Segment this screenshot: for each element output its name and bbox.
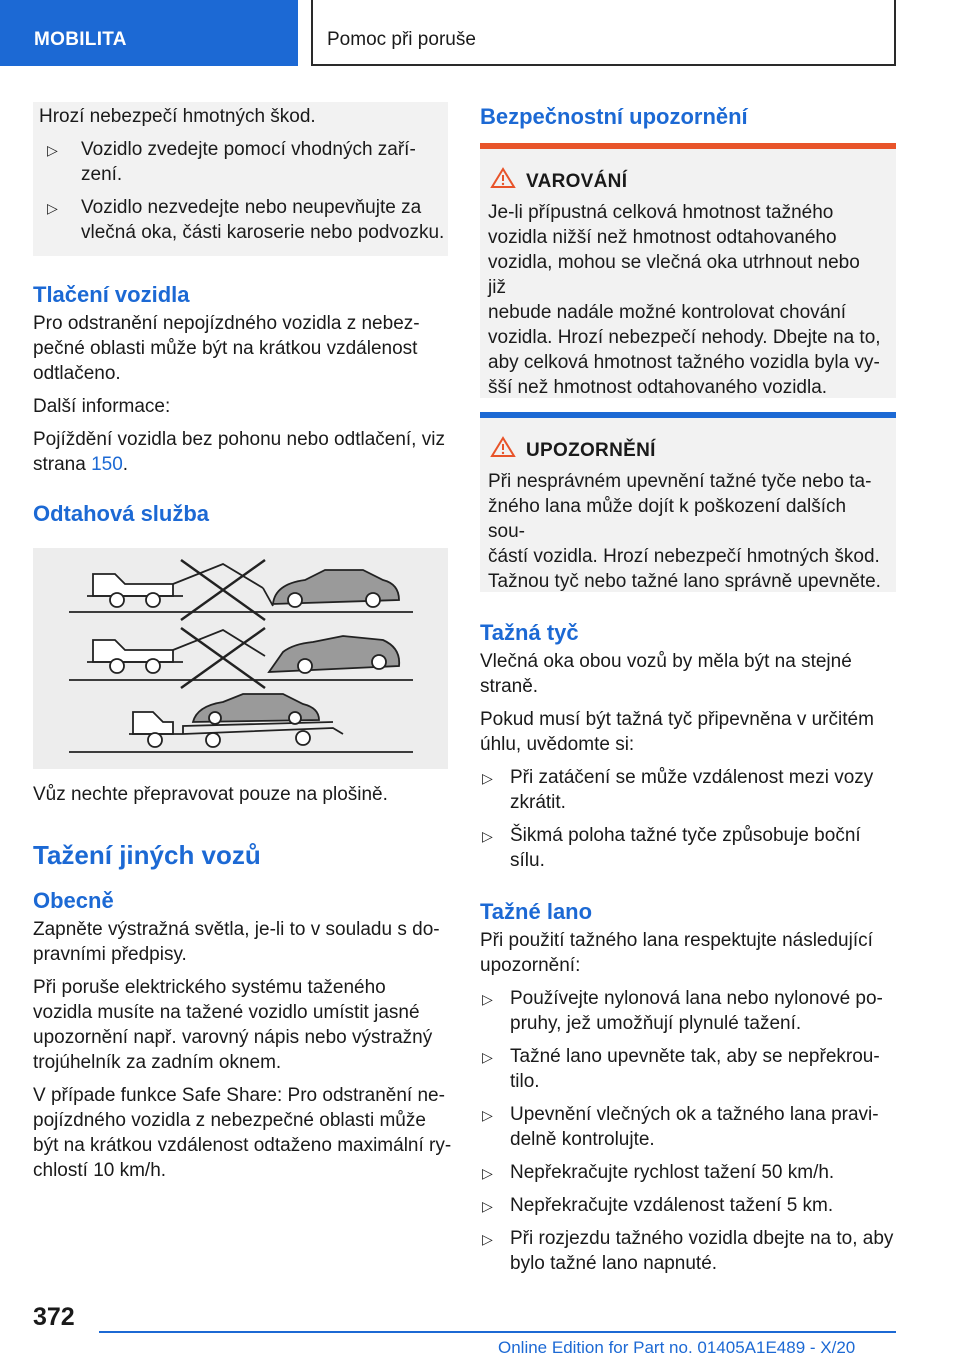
more-info-label: Další informace: <box>33 396 171 417</box>
bullet-triangle-icon: ▷ <box>482 770 493 786</box>
notice-box <box>33 102 448 256</box>
general-paragraph-3: V případe funkce Safe Share: Pro odstranění ne- pojízdného vozidla z nebezpečné oblasti může být na krátkou vzdálenost odtaženo maximální ry- chlostí 10 km/h. <box>33 1085 452 1181</box>
tow-rope-heading: Tažné lano <box>480 899 593 924</box>
warning-box: VAROVÁNÍ Je-li přípustná celková hmotnost tažného vozidla nižší než hmotnost odtahovaného vozidla, mohou se vlečná oka utrhnout nebo již nebude nadále možné kontrolovat chování vozidla. Hrozí nebezpečí nehody. Dbejte na to, aby celková hmotnost tažného vozidla byla vy- šší než hmotnost odtahovaného vozidla. <box>480 143 896 398</box>
caution-triangle-icon <box>490 436 516 458</box>
list-item: ▷ Nepřekračujte vzdálenost tažení 5 km. <box>480 1193 896 1218</box>
tow-bar-paragraph-2: Pokud musí být tažná tyč připevněna v určitém úhlu, uvědomte si: <box>480 709 874 755</box>
caution-box: UPOZORNĚNÍ Při nesprávném upevnění tažné tyče nebo ta- žného lana může dojít k poškození dalších sou- částí vozidla. Hrozí nebezpečí hmotných škod. Tažnou tyč nebo tažné lano správně upevněte. <box>480 412 896 592</box>
list-item: ▷ Upevnění vlečných ok a tažného lana pravi- delně kontrolujte. <box>482 1104 879 1150</box>
left-column-lower <box>33 782 452 1183</box>
list-item: ▷ Při zatáčení se může vzdálenost mezi vozy zkrátit. <box>482 767 874 813</box>
footer-divider <box>99 1331 896 1333</box>
push-paragraph: Pro odstranění nepojízdného vozidla z nebez- pečné oblasti může být na krátkou vzdálenost odtlačeno. <box>33 313 420 384</box>
list-item: ▷ Používejte nylonová lana nebo nylonové po- pruhy, jež umožňují plynulé tažení. <box>482 988 883 1034</box>
push-heading: Tlačení vozidla <box>33 282 190 307</box>
warning-title: VAROVÁNÍ <box>526 171 628 192</box>
page-reference-link[interactable]: 150 <box>91 454 123 475</box>
reference-paragraph: Pojíždění vozidla bez pohonu nebo odtlačení, viz strana 150. <box>33 429 445 475</box>
caution-title: UPOZORNĚNÍ <box>526 440 656 461</box>
tow-service-heading: Odtahová služba <box>33 501 210 526</box>
general-heading: Obecně <box>33 888 114 913</box>
bullet-triangle-icon: ▷ <box>482 1198 493 1214</box>
list-item: ▷ Nepřekračujte rychlost tažení 50 km/h. <box>480 1160 896 1185</box>
towing-other-heading: Tažení jiných vozů <box>33 840 261 870</box>
warning-triangle-icon <box>490 167 516 189</box>
bullet-triangle-icon: ▷ <box>47 142 58 158</box>
list-item: ▷ Šikmá poloha tažné tyče způsobuje boční sílu. <box>482 825 861 871</box>
left-column <box>33 102 448 526</box>
safety-heading: Bezpečnostní upozornění <box>480 104 748 129</box>
edition-footer: Online Edition for Part no. 01405A1E489 - X/20 <box>498 1338 856 1357</box>
bullet-triangle-icon: ▷ <box>482 1107 493 1123</box>
tow-bar-paragraph-1: Vlečná oka obou vozů by měla být na stejné straně. <box>480 651 852 697</box>
towing-trucks-image <box>33 548 448 769</box>
towing-illustration <box>33 548 448 769</box>
chapter-tab[interactable]: Pomoc při poruše <box>311 0 896 66</box>
list-item: ▷ Při rozjezdu tažného vozidla dbejte na to, aby bylo tažné lano napnuté. <box>482 1228 894 1274</box>
general-paragraph-1: Zapněte výstražná světla, je-li to v souladu s do- pravními předpisy. <box>33 919 440 965</box>
list-item: ▷ Vozidlo zvedejte pomocí vhodných zaří- zení. <box>47 139 416 185</box>
page-header <box>0 0 960 66</box>
general-paragraph-2: Při poruše elektrického systému taženého vozidla musíte na tažené vozidlo umístit jasné upozornění např. varovný nápis nebo výstražný trojúhelník za zadním oknem. <box>33 977 433 1073</box>
section-tab[interactable]: MOBILITA <box>0 0 298 66</box>
tow-bar-heading: Tažná tyč <box>480 620 579 645</box>
bullet-triangle-icon: ▷ <box>482 1165 493 1181</box>
list-item: ▷ Tažné lano upevněte tak, aby se nepřekrou- tilo. <box>482 1046 880 1092</box>
tow-caption: Vůz nechte přepravovat pouze na plošině. <box>33 784 388 805</box>
tow-rope-paragraph: Při použití tažného lana respektujte následující upozornění: <box>480 930 873 976</box>
bullet-triangle-icon: ▷ <box>482 1231 493 1247</box>
bullet-triangle-icon: ▷ <box>482 1049 493 1065</box>
notice-intro: Hrozí nebezpečí hmotných škod. <box>39 106 316 127</box>
list-item: ▷ Vozidlo nezvedejte nebo neupevňujte za vlečná oka, části karoserie nebo podvozku. <box>47 197 445 243</box>
right-column <box>480 104 896 1276</box>
bullet-triangle-icon: ▷ <box>482 828 493 844</box>
bullet-triangle-icon: ▷ <box>482 991 493 1007</box>
page-number: 372 <box>33 1303 75 1331</box>
bullet-triangle-icon: ▷ <box>47 200 58 216</box>
